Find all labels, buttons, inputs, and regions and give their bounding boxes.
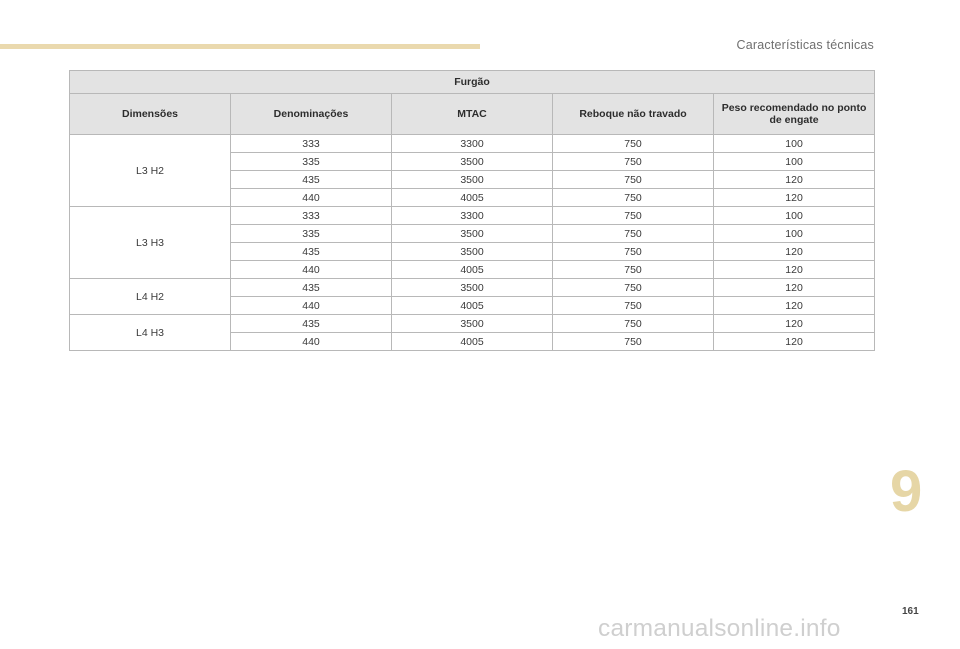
- table-cell: 750: [553, 189, 714, 207]
- table-cell: 120: [714, 333, 875, 351]
- table-cell: 750: [553, 135, 714, 153]
- table-cell: 4005: [392, 333, 553, 351]
- table-cell: 435: [231, 279, 392, 297]
- table-cell: 3300: [392, 135, 553, 153]
- table-cell: 750: [553, 243, 714, 261]
- table-cell: 100: [714, 153, 875, 171]
- column-header-denominations: Denominações: [231, 94, 392, 135]
- dimension-cell: L4 H3: [70, 315, 231, 351]
- table-cell: 4005: [392, 261, 553, 279]
- table-cell: 750: [553, 153, 714, 171]
- table-cell: 750: [553, 171, 714, 189]
- table-row: [70, 207, 875, 225]
- table-cell: 3500: [392, 243, 553, 261]
- table-cell: 440: [231, 333, 392, 351]
- table-cell: 120: [714, 297, 875, 315]
- table-cell: 4005: [392, 189, 553, 207]
- table-cell: 4005: [392, 297, 553, 315]
- table-body: [70, 135, 875, 351]
- table-cell: 3500: [392, 225, 553, 243]
- table-cell: 435: [231, 171, 392, 189]
- towing-weights-table: [69, 70, 875, 351]
- table-cell: 120: [714, 171, 875, 189]
- table-cell: 3500: [392, 279, 553, 297]
- table-cell: 3500: [392, 315, 553, 333]
- table-cell: 440: [231, 189, 392, 207]
- table-row: [70, 279, 875, 297]
- dimension-cell: L3 H2: [70, 135, 231, 207]
- table-cell: 750: [553, 225, 714, 243]
- table-cell: 335: [231, 153, 392, 171]
- table-cell: 100: [714, 207, 875, 225]
- table-cell: 120: [714, 261, 875, 279]
- table-cell: 435: [231, 315, 392, 333]
- page-number: 161: [902, 606, 919, 617]
- table-row: [70, 135, 875, 153]
- table-cell: 435: [231, 243, 392, 261]
- table-cell: 750: [553, 333, 714, 351]
- table-title: Furgão: [70, 71, 875, 94]
- table-cell: 100: [714, 225, 875, 243]
- column-header-unbraked-trailer: Reboque não travado: [553, 94, 714, 135]
- chapter-number: 9: [890, 459, 923, 524]
- table-cell: 750: [553, 315, 714, 333]
- column-header-dimensions: Dimensões: [70, 94, 231, 135]
- dimension-cell: L4 H2: [70, 279, 231, 315]
- table-cell: 440: [231, 297, 392, 315]
- table-cell: 333: [231, 207, 392, 225]
- table-row: [70, 315, 875, 333]
- table-cell: 100: [714, 135, 875, 153]
- watermark-text: carmanualsonline.info: [598, 615, 841, 642]
- dimension-cell: L3 H3: [70, 207, 231, 279]
- section-title: Características técnicas: [736, 38, 874, 52]
- table-cell: 750: [553, 261, 714, 279]
- table-cell: 333: [231, 135, 392, 153]
- table-cell: 750: [553, 297, 714, 315]
- table-cell: 120: [714, 279, 875, 297]
- table-cell: 335: [231, 225, 392, 243]
- table-cell: 120: [714, 243, 875, 261]
- table-cell: 3500: [392, 171, 553, 189]
- table-cell: 750: [553, 207, 714, 225]
- table-cell: 120: [714, 189, 875, 207]
- header-accent-bar: [0, 44, 480, 49]
- table-cell: 120: [714, 315, 875, 333]
- table-cell: 3300: [392, 207, 553, 225]
- table-cell: 440: [231, 261, 392, 279]
- table-cell: 3500: [392, 153, 553, 171]
- column-header-mtac: MTAC: [392, 94, 553, 135]
- table-cell: 750: [553, 279, 714, 297]
- column-header-nose-weight: Peso recomendado no ponto de engate: [714, 94, 875, 135]
